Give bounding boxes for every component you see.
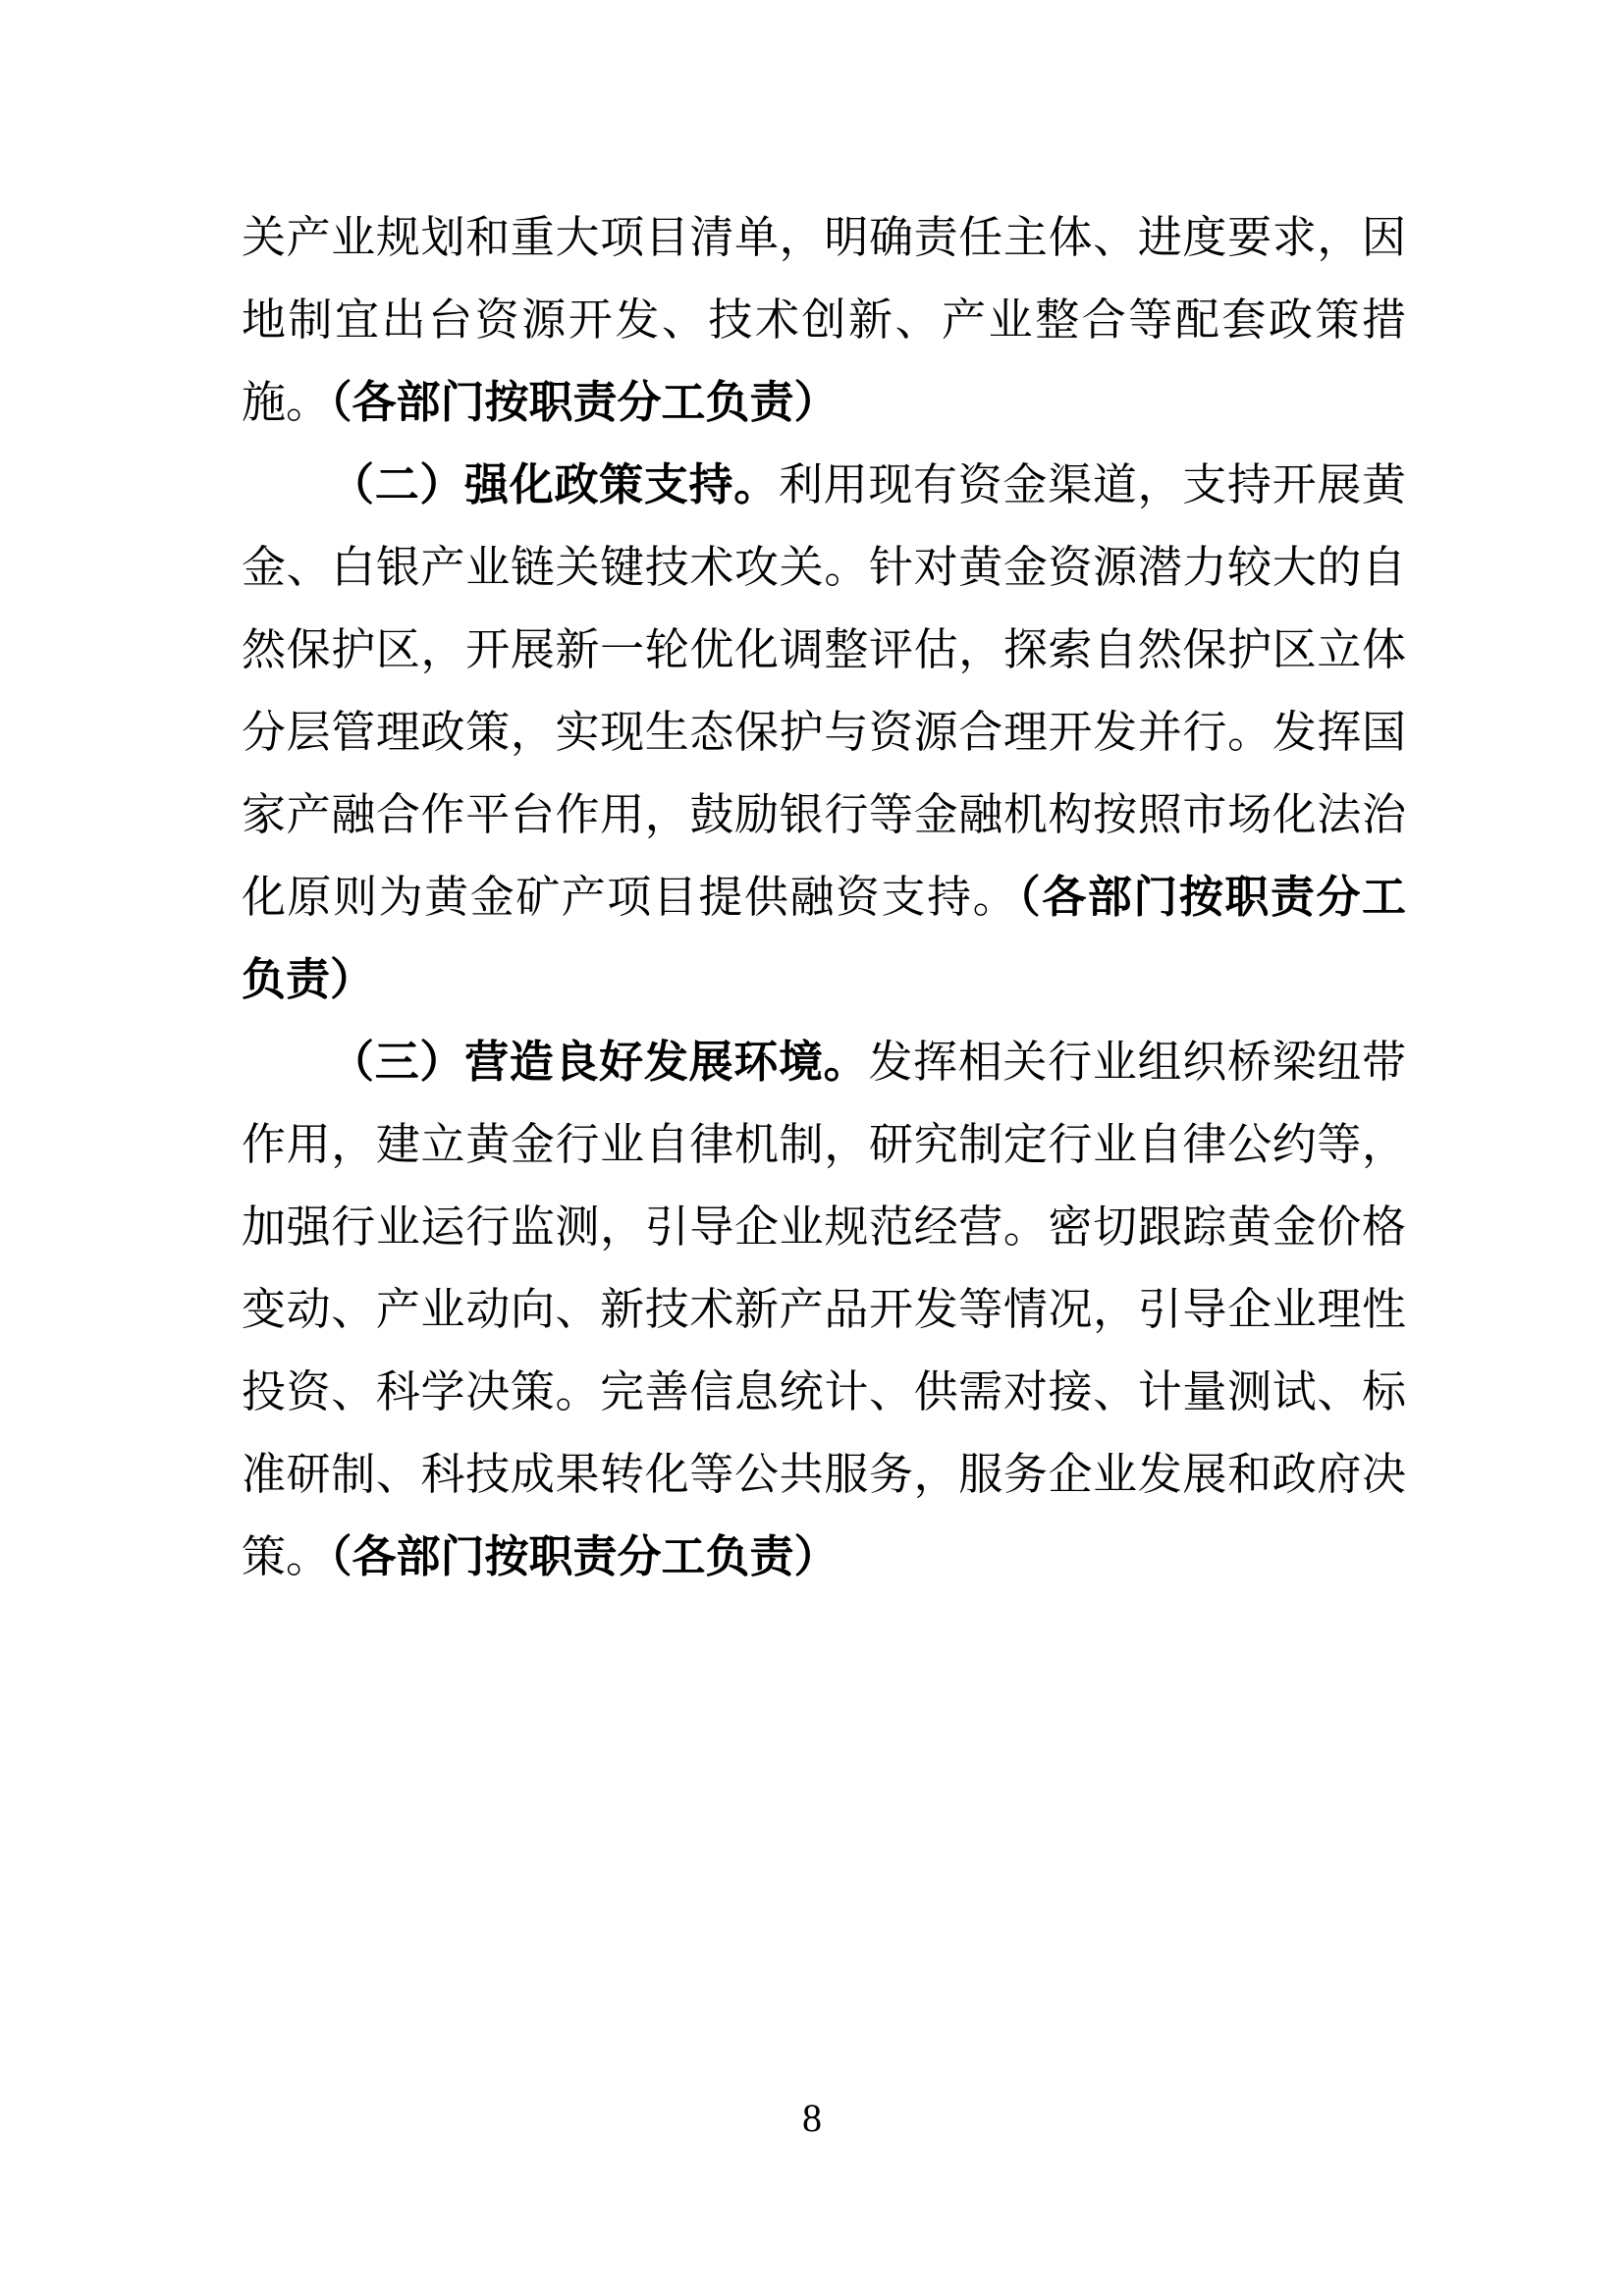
text-segment-bold: （三）营造良好发展环境。 — [330, 1038, 869, 1087]
text-segment: 发挥相关行业组织桥梁纽带作用，建立黄金行业自律机制，研究制定行业自律公约等，加强行业运行监测，引导企业规范经营。密切跟踪黄金价格变动、产业动向、新技术新产品开发等情况，引导企业理性投资、科学决策。完善信息统计、供需对接、计量测试、标准研制、科技成果转化等公共服务，服务企业发展和政府决策。 — [242, 1038, 1406, 1581]
text-segment: 利用现有资金渠道，支持开展黄金、白银产业链关键技术攻关。针对黄金资源潜力较大的自然保护区，开展新一轮优化调整评估，探索自然保护区立体分层管理政策，实现生态保护与资源合理开发并行。发挥国家产融合作平台作用，鼓励银行等金融机构按照市场化法治化原则为黄金矿产项目提供融资支持。 — [242, 460, 1406, 922]
page-number: 8 — [802, 2096, 822, 2140]
text-segment-bold: （各部门按职责分工负责） — [242, 873, 1406, 1004]
paragraph — [242, 444, 1406, 1021]
text-segment-bold: （各部门按职责分工负责） — [330, 378, 839, 427]
text-segment-bold: （各部门按职责分工负责） — [330, 1532, 839, 1581]
text-segment-bold: （二）强化政策支持。 — [330, 460, 779, 509]
paragraph — [242, 1021, 1406, 1598]
paragraph — [242, 196, 1406, 444]
document-body — [242, 196, 1406, 1598]
text-segment: 关产业规划和重大项目清单，明确责任主体、进度要求，因地制宜出台资源开发、技术创新、产业整合等配套政策措施。 — [242, 213, 1406, 427]
